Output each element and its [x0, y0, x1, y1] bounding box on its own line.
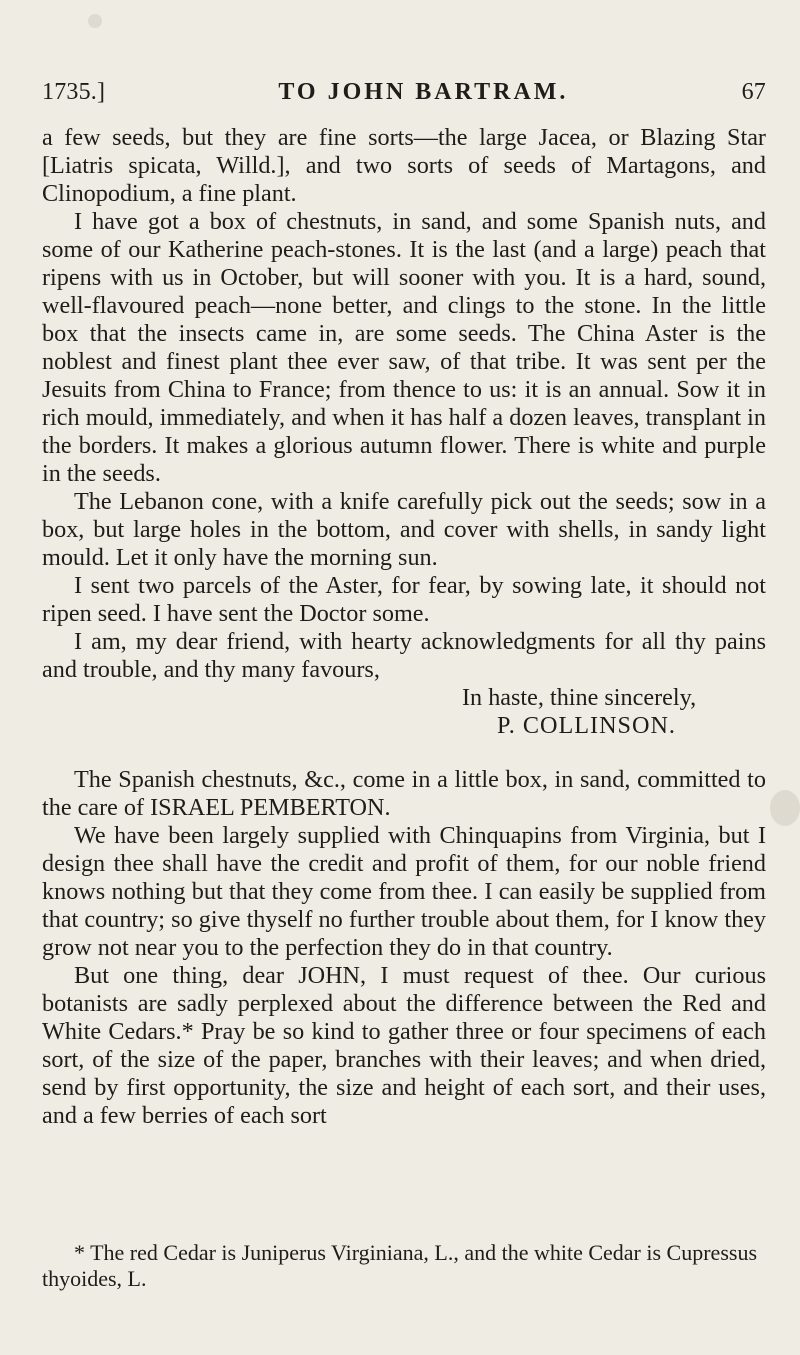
header-year: 1735.] [42, 78, 106, 105]
page-number: 67 [741, 78, 766, 105]
signature: P. COLLINSON. [497, 712, 676, 739]
paragraph: I sent two parcels of the Aster, for fear, by sowing late, it should not ripen seed. I have sent the Doctor some. [42, 572, 766, 627]
closing-line: In haste, thine sincerely, [462, 684, 697, 711]
header-title: TO JOHN BARTRAM. [278, 78, 569, 105]
postscript-paragraph: The Spanish chestnuts, &c., come in a little box, in sand, committed to the care of ISRAEL PEMBERTON. [42, 766, 766, 821]
paragraph: The Lebanon cone, with a knife carefully pick out the seeds; sow in a box, but large holes in the bottom, and cover with shells, in sandy light mould. Let it only have the morning sun. [42, 488, 766, 571]
paragraph: I am, my dear friend, with hearty acknowledgments for all thy pains and trouble, and thy many favours, [42, 628, 766, 683]
paragraph: a few seeds, but they are fine sorts—the large Jacea, or Blazing Star [Liatris spicata, Willd.], and two sorts of seeds of Martagons, and Clinopodium, a fine plant. [42, 124, 766, 207]
paper-stain [770, 790, 800, 826]
paragraph: I have got a box of chestnuts, in sand, and some Spanish nuts, and some of our Katherine peach-stones. It is the last (and a large) peach that ripens with us in October, but will sooner with you. It is a hard, sound, well-flavoured peach—none better, and clings to the stone. In the little box that the insects came in, are some seeds. The China Aster is the noblest and finest plant thee ever saw, of that tribe. It was sent per the Jesuits from China to France; from thence to us: it is an annual. Sow it in rich mould, immediately, and when it has half a dozen leaves, transplant in the borders. It makes a glorious autumn flower. There is white and purple in the seeds. [42, 208, 766, 487]
paper-stain [88, 14, 102, 28]
running-header [42, 72, 766, 112]
body-text [42, 124, 766, 1130]
postscript-paragraph: We have been largely supplied with Chinquapins from Virginia, but I design thee shall have the credit and profit of them, for our noble friend knows nothing but that they come from thee. I can easily be supplied from that country; so give thyself no further trouble about them, for I know they grow not near you to the perfection they do in that country. [42, 822, 766, 961]
footnote: * The red Cedar is Juniperus Virginiana, L., and the white Cedar is Cupressus thyoides, L. [42, 1240, 757, 1291]
postscript-paragraph: But one thing, dear JOHN, I must request of thee. Our curious botanists are sadly perplexed about the difference between the Red and White Cedars.* Pray be so kind to gather three or four specimens of each sort, of the size of the paper, branches with their leaves; and when dried, send by first opportunity, the size and height of each sort, and their uses, and a few berries of each sort [42, 962, 766, 1129]
